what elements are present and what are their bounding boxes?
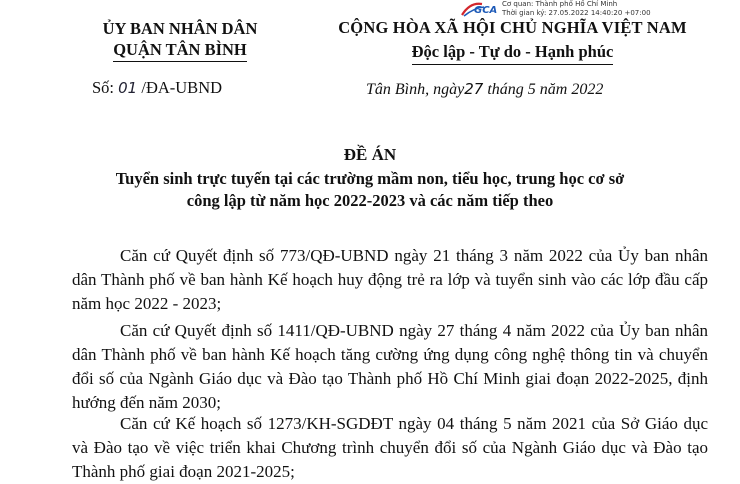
gca-logo-icon [460, 0, 502, 18]
date-prefix: Tân Bình, ngày [366, 81, 465, 98]
place-date-line [366, 80, 603, 99]
nation-name: CỘNG HÒA XÃ HỘI CHỦ NGHĨA VIỆT NAM [338, 18, 687, 37]
digital-signature-stamp [460, 0, 740, 18]
signature-details [502, 0, 651, 18]
signature-time: Thời gian ký: 27.05.2022 14:40:20 +07:00 [502, 9, 651, 17]
national-motto: Độc lập - Tự do - Hạnh phúc [412, 42, 614, 65]
subtitle-line-2: công lập từ năm học 2022-2023 và các năm tiếp theo [186, 191, 554, 210]
body-paragraph: Căn cứ Kế hoạch số 1273/KH-SGDĐT ngày 04 tháng 5 năm 2021 của Sở Giáo dục và Đào tạo về việc triển khai Chương trình chuyển đổi số của Ngành Giáo dục và Đào tạo Thành phố giai đoạn 2021-2025; [72, 414, 708, 481]
document-subtitle [90, 168, 650, 212]
agency-line-1: ỦY BAN NHÂN DÂN [102, 19, 258, 38]
signature-org: Cơ quan: Thành phố Hồ Chí Minh [502, 0, 618, 8]
national-header [320, 18, 705, 65]
agency-line-2: QUẬN TÂN BÌNH [113, 39, 247, 62]
issuing-agency [75, 18, 285, 62]
document-title: ĐỀ ÁN [343, 145, 397, 164]
gca-logo-text: GCA [474, 5, 498, 16]
date-day-handwritten: 27 [464, 80, 484, 98]
doc-number-handwritten: 01 [118, 79, 138, 97]
doc-number-suffix: /ĐA-UBND [141, 78, 223, 97]
date-suffix: tháng 5 năm 2022 [487, 81, 604, 98]
subtitle-line-1: Tuyển sinh trực tuyến tại các trường mầm non, tiểu học, trung học cơ sở [115, 169, 625, 188]
doc-number-prefix: Số: [92, 78, 115, 97]
body-paragraph: Căn cứ Quyết định số 1411/QĐ-UBND ngày 27 tháng 4 năm 2022 của Ủy ban nhân dân Thành phố về ban hành Kế hoạch tăng cường ứng dụng công nghệ thông tin và chuyển đổi số của Ngành Giáo dục và Đào tạo Thành phố Hồ Chí Minh giai đoạn 2022-2025, định hướng đến năm 2030; [72, 321, 708, 412]
document-number [92, 78, 222, 98]
body-paragraph: Căn cứ Quyết định số 773/QĐ-UBND ngày 21 tháng 3 năm 2022 của Ủy ban nhân dân Thành phố về ban hành Kế hoạch huy động trẻ ra lớp và tuyển sinh vào các lớp đầu cấp năm học 2022 - 2023; [72, 246, 708, 313]
